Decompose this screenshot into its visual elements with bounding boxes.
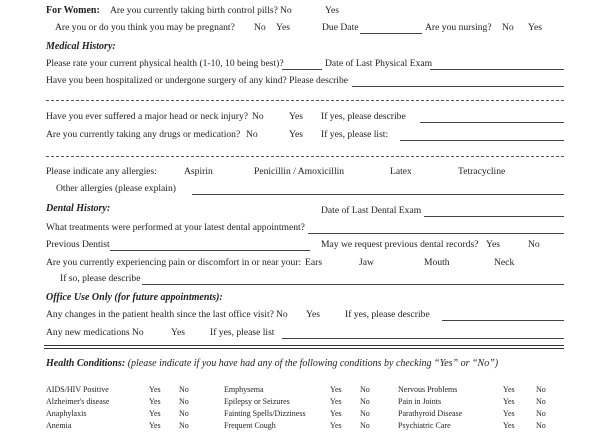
condition-item: Parathyroid Disease xyxy=(398,409,463,418)
condition-no[interactable]: No xyxy=(536,409,546,418)
pain-neck[interactable]: Neck xyxy=(494,257,515,268)
condition-yes[interactable]: Yes xyxy=(149,385,161,394)
medical-heading: Medical History: xyxy=(46,41,116,52)
last-physical-field[interactable] xyxy=(430,69,564,70)
condition-no[interactable]: No xyxy=(536,421,546,430)
q-new-meds: Any new medications xyxy=(46,327,130,338)
q-dental-treatments: What treatments were performed at your latest dental appointment? xyxy=(46,222,305,233)
changes-describe-field[interactable] xyxy=(442,320,564,321)
conditions-heading xyxy=(46,358,498,370)
women-heading: For Women: xyxy=(46,5,100,16)
condition-no[interactable]: No xyxy=(179,385,189,394)
q-pregnant: Are you or do you think you may be pregnant? xyxy=(55,22,235,33)
q-medication: Are you currently taking any drugs or medication? xyxy=(46,129,241,140)
pain-describe-field[interactable] xyxy=(142,284,564,285)
other-allergies-label: Other allergies (please explain) xyxy=(56,183,176,194)
condition-item: Alzheimer's disease xyxy=(46,397,110,406)
condition-yes[interactable]: Yes xyxy=(503,421,515,430)
nursing-no[interactable]: No xyxy=(502,22,514,33)
condition-yes[interactable]: Yes xyxy=(503,397,515,406)
condition-item: Anemia xyxy=(46,421,72,430)
condition-item: Emphysema xyxy=(224,385,264,394)
pain-describe-label: If so, please describe xyxy=(60,273,141,284)
pregnant-yes[interactable]: Yes xyxy=(276,22,290,33)
q-hospitalized: Have you been hospitalized or undergone surgery of any kind? Please describe xyxy=(46,75,349,86)
condition-yes[interactable]: Yes xyxy=(149,421,161,430)
condition-item: Frequent Cough xyxy=(224,421,276,430)
allergy-tetracycline[interactable]: Tetracycline xyxy=(458,166,506,177)
new-meds-no[interactable]: No xyxy=(132,327,144,338)
condition-yes[interactable]: Yes xyxy=(503,385,515,394)
allergy-penicillin[interactable]: Penicillin / Amoxicillin xyxy=(254,166,345,177)
dental-records-yes[interactable]: Yes xyxy=(486,239,500,250)
due-date-field[interactable] xyxy=(360,33,422,34)
condition-no[interactable]: No xyxy=(360,385,370,394)
section-divider-bottom xyxy=(44,348,564,349)
q-head-injury: Have you ever suffered a major head or neck injury? xyxy=(46,111,249,122)
medication-no[interactable]: No xyxy=(246,129,258,140)
condition-no[interactable]: No xyxy=(360,409,370,418)
nursing-yes[interactable]: Yes xyxy=(528,22,542,33)
condition-yes[interactable]: Yes xyxy=(330,385,342,394)
condition-no[interactable]: No xyxy=(179,397,189,406)
condition-yes[interactable]: Yes xyxy=(503,409,515,418)
condition-yes[interactable]: Yes xyxy=(149,409,161,418)
injury-describe-label: If yes, please describe xyxy=(321,111,406,122)
conditions-heading-title: Health Conditions: xyxy=(46,358,126,369)
condition-item: AIDS/HIV Positive xyxy=(46,385,109,394)
office-heading: Office Use Only (for future appointments): xyxy=(46,292,223,303)
condition-yes[interactable]: Yes xyxy=(330,421,342,430)
last-dental-label: Date of Last Dental Exam xyxy=(321,205,422,216)
q-birth-control: Are you currently taking birth control pills? xyxy=(110,5,278,16)
health-changes-no[interactable]: No xyxy=(276,309,288,320)
condition-item: Nervous Problems xyxy=(398,385,458,394)
pain-ears[interactable]: Ears xyxy=(305,257,323,268)
q-health-changes: Any changes in the patient health since the last office visit? xyxy=(46,309,274,320)
last-physical-label: Date of Last Physical Exam xyxy=(325,58,433,69)
head-injury-no[interactable]: No xyxy=(252,111,264,122)
pain-jaw[interactable]: Jaw xyxy=(359,257,374,268)
condition-item: Epilepsy or Seizures xyxy=(224,397,290,406)
pain-mouth[interactable]: Mouth xyxy=(424,257,450,268)
due-date-label: Due Date xyxy=(322,22,359,33)
medication-list-label: If yes, please list: xyxy=(321,129,389,140)
condition-item: Pain in Joints xyxy=(398,397,442,406)
last-dental-field[interactable] xyxy=(424,216,564,217)
dental-records-no[interactable]: No xyxy=(528,239,540,250)
birth-control-yes[interactable]: Yes xyxy=(325,5,339,16)
previous-dentist-field[interactable] xyxy=(110,250,310,251)
new-meds-list-label: If yes, please list xyxy=(210,327,275,338)
condition-no[interactable]: No xyxy=(536,385,546,394)
previous-dentist-label: Previous Dentist xyxy=(46,239,110,250)
dental-treatments-field[interactable] xyxy=(308,233,564,234)
medication-list-line2[interactable] xyxy=(46,156,564,157)
q-dental-records: May we request previous dental records? xyxy=(321,239,479,250)
medication-list-field[interactable] xyxy=(400,140,564,141)
condition-no[interactable]: No xyxy=(179,421,189,430)
allergy-latex[interactable]: Latex xyxy=(390,166,412,177)
dental-heading: Dental History: xyxy=(46,203,111,214)
injury-describe-field[interactable] xyxy=(420,122,564,123)
birth-control-no[interactable]: No xyxy=(280,5,292,16)
condition-item: Psychiatric Care xyxy=(398,421,451,430)
medication-yes[interactable]: Yes xyxy=(289,129,303,140)
allergy-aspirin[interactable]: Aspirin xyxy=(184,166,213,177)
condition-no[interactable]: No xyxy=(360,397,370,406)
condition-no[interactable]: No xyxy=(179,409,189,418)
q-nursing: Are you nursing? xyxy=(425,22,492,33)
conditions-heading-instructions: (please indicate if you have had any of the following conditions by checking “Yes” or “No”) xyxy=(127,358,499,369)
health-changes-yes[interactable]: Yes xyxy=(306,309,320,320)
new-meds-yes[interactable]: Yes xyxy=(171,327,185,338)
condition-yes[interactable]: Yes xyxy=(149,397,161,406)
other-allergies-field[interactable] xyxy=(192,194,564,195)
q-allergies: Please indicate any allergies: xyxy=(46,166,157,177)
q-dental-pain: Are you currently experiencing pain or discomfort in or near your: xyxy=(46,257,302,268)
head-injury-yes[interactable]: Yes xyxy=(289,111,303,122)
hospitalized-field-line2[interactable] xyxy=(46,100,564,101)
condition-yes[interactable]: Yes xyxy=(330,397,342,406)
condition-item: Anaphylaxis xyxy=(46,409,87,418)
condition-no[interactable]: No xyxy=(360,421,370,430)
changes-describe-label: If yes, please describe xyxy=(345,309,430,320)
new-meds-list-field[interactable] xyxy=(282,338,564,339)
section-divider-top xyxy=(44,345,564,346)
condition-yes[interactable]: Yes xyxy=(330,409,342,418)
health-rating-field[interactable] xyxy=(282,69,322,70)
hospitalized-field[interactable] xyxy=(352,86,564,87)
condition-no[interactable]: No xyxy=(536,397,546,406)
pregnant-no[interactable]: No xyxy=(254,22,266,33)
q-health-rating: Please rate your current physical health (1-10, 10 being best)? xyxy=(46,58,284,69)
condition-item: Fainting Spells/Dizziness xyxy=(224,409,306,418)
